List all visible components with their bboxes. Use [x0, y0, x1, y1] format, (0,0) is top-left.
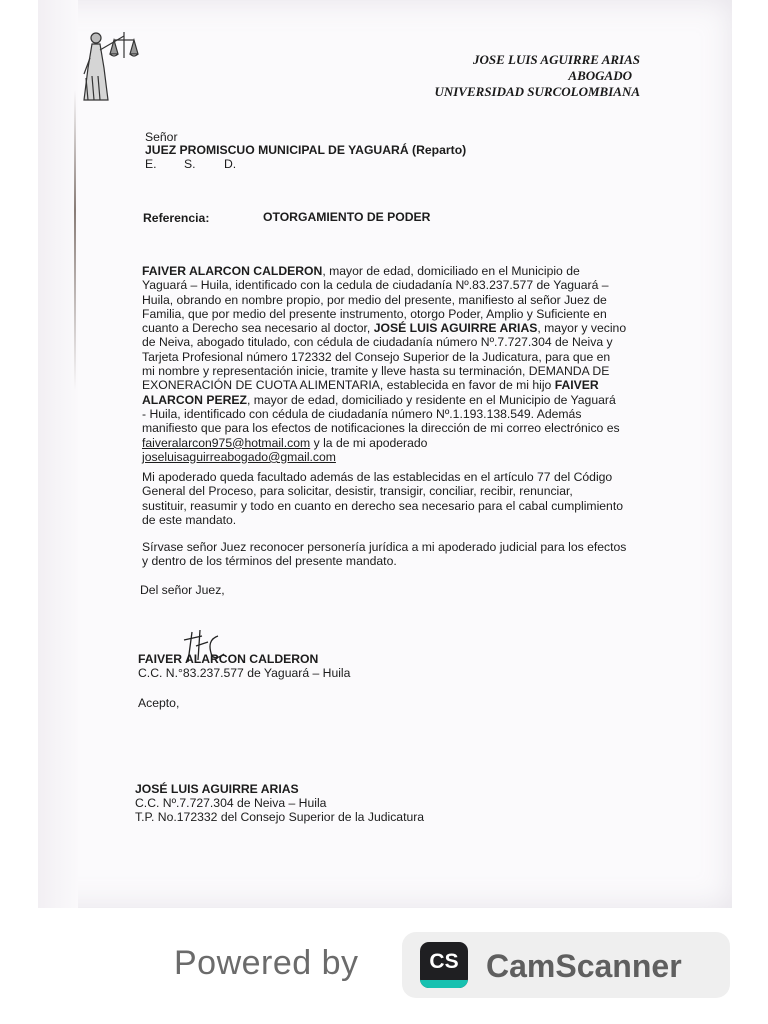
attorney-tp: T.P. No.172332 del Consejo Superior de la Judicatura: [135, 810, 425, 824]
paragraph-2-line-1: Mi apoderado queda facultado además de las establecidas en el artículo 77 del Código: [142, 470, 613, 484]
paragraph-1-line-10: ALARCON PEREZ, mayor de edad, domiciliado y residente en el Municipio de Yaguará: [142, 392, 616, 407]
paragraph-2: [142, 470, 668, 527]
closing: Del señor Juez,: [140, 583, 225, 597]
letterhead: [310, 52, 640, 100]
connector-la: la: [323, 435, 333, 450]
paragraph-1-line-2: Yaguará – Huila, identificado con la cedula de ciudadanía Nº.83.237.577 de Yaguará –: [142, 278, 609, 293]
reference-label: Referencia:: [143, 211, 210, 225]
page-left-edge: [38, 0, 78, 908]
paragraph-1-line-12: manifiesto que para los efectos de notificaciones la dirección de mi correo electrónico es: [142, 421, 620, 436]
letterhead-university: UNIVERSIDAD SURCOLOMBIANA: [434, 84, 640, 99]
powered-by-text: Powered by: [174, 944, 359, 982]
court-name: JUEZ PROMISCUO MUNICIPAL DE YAGUARÁ (Reparto): [145, 143, 467, 157]
paragraph-3-line-1: Sírvase señor Juez reconocer personería jurídica a mi apoderado judicial para los efectos: [142, 540, 627, 554]
grantor-name: FAIVER ALARCON CALDERON: [138, 652, 319, 666]
paragraph-3-line-2: y dentro de los términos del presente mandato.: [142, 554, 397, 569]
connector-de: de: [335, 435, 350, 450]
camscanner-brand-name: CamScanner: [486, 948, 682, 984]
connector-apoderado: apoderado: [369, 435, 428, 450]
attorney-id: C.C. Nº.7.727.304 de Neiva – Huila: [135, 796, 327, 810]
attorney-email-link[interactable]: joseluisaguirreabogado@gmail.com: [142, 449, 336, 464]
letterhead-name: JOSE LUIS AGUIRRE ARIAS: [472, 52, 640, 67]
reference-value: OTORGAMIENTO DE PODER: [263, 210, 431, 224]
connector-y: y: [313, 435, 320, 450]
esd-d: D.: [224, 157, 237, 171]
paragraph-1-line-3: Huila, obrando en nombre propio, por medio del presente, manifiesto al señor Juez de: [142, 292, 607, 307]
paragraph-3: [142, 540, 668, 569]
paragraph-2-line-3: sustituir, reasumir y todo en cuanto en derecho sea necesario para el cabal cumplimiento: [142, 498, 623, 513]
connector-mi: mi: [352, 435, 366, 450]
esd-s: S.: [184, 157, 196, 171]
client-email-link[interactable]: faiveralarcon975@hotmail.com: [142, 435, 311, 450]
paragraph-1-line-1: FAIVER ALARCON CALDERON, mayor de edad, domiciliado en el Municipio de: [142, 264, 580, 278]
accept-label: Acepto,: [138, 696, 180, 710]
letterhead-title: ABOGADO: [568, 68, 632, 83]
salutation: Señor: [145, 130, 178, 144]
attorney-name: JOSÉ LUIS AGUIRRE ARIAS: [135, 782, 299, 796]
paragraph-1: [142, 264, 668, 464]
lady-justice-logo-icon: [78, 28, 160, 104]
paragraph-2-line-4: de este mandato.: [142, 512, 237, 527]
paragraph-1-line-7: Tarjeta Profesional número 172332 del Consejo Superior de la Judicatura, para que en: [142, 349, 611, 364]
paragraph-1-line-8: mi nombre y representación inicie, tramite y lleve hasta su terminación, DEMANDA DE: [142, 364, 610, 379]
paragraph-1-line-5: cuanto a Derecho sea necesario al doctor, JOSÉ LUIS AGUIRRE ARIAS, mayor y vecino: [142, 321, 627, 336]
paragraph-1-line-11: - Huila, identificado con cédula de ciudadanía número Nº.1.193.138.549. Además: [142, 406, 582, 421]
paragraph-1-line-6: de Neiva, abogado titulado, con cédula de ciudadanía número Nº.7.727.304 de Neiva y: [142, 335, 613, 350]
paragraph-1-line-4: Familia, que por medio del presente instrumento, otorgo Poder, Amplio y Suficiente en: [142, 306, 607, 321]
camscanner-logo-icon: CS: [420, 942, 468, 988]
paragraph-1-line-13: [142, 436, 668, 450]
esd-e: E.: [145, 157, 157, 171]
paragraph-1-line-9: EXONERACIÓN DE CUOTA ALIMENTARIA, establecida en favor de mi hijo FAIVER: [142, 378, 599, 393]
paragraph-2-line-2: General del Proceso, para solicitar, desistir, transigir, conciliar, recibir, renunciar,: [142, 484, 573, 499]
grantor-id: C.C. N.°83.237.577 de Yaguará – Huila: [138, 666, 351, 680]
